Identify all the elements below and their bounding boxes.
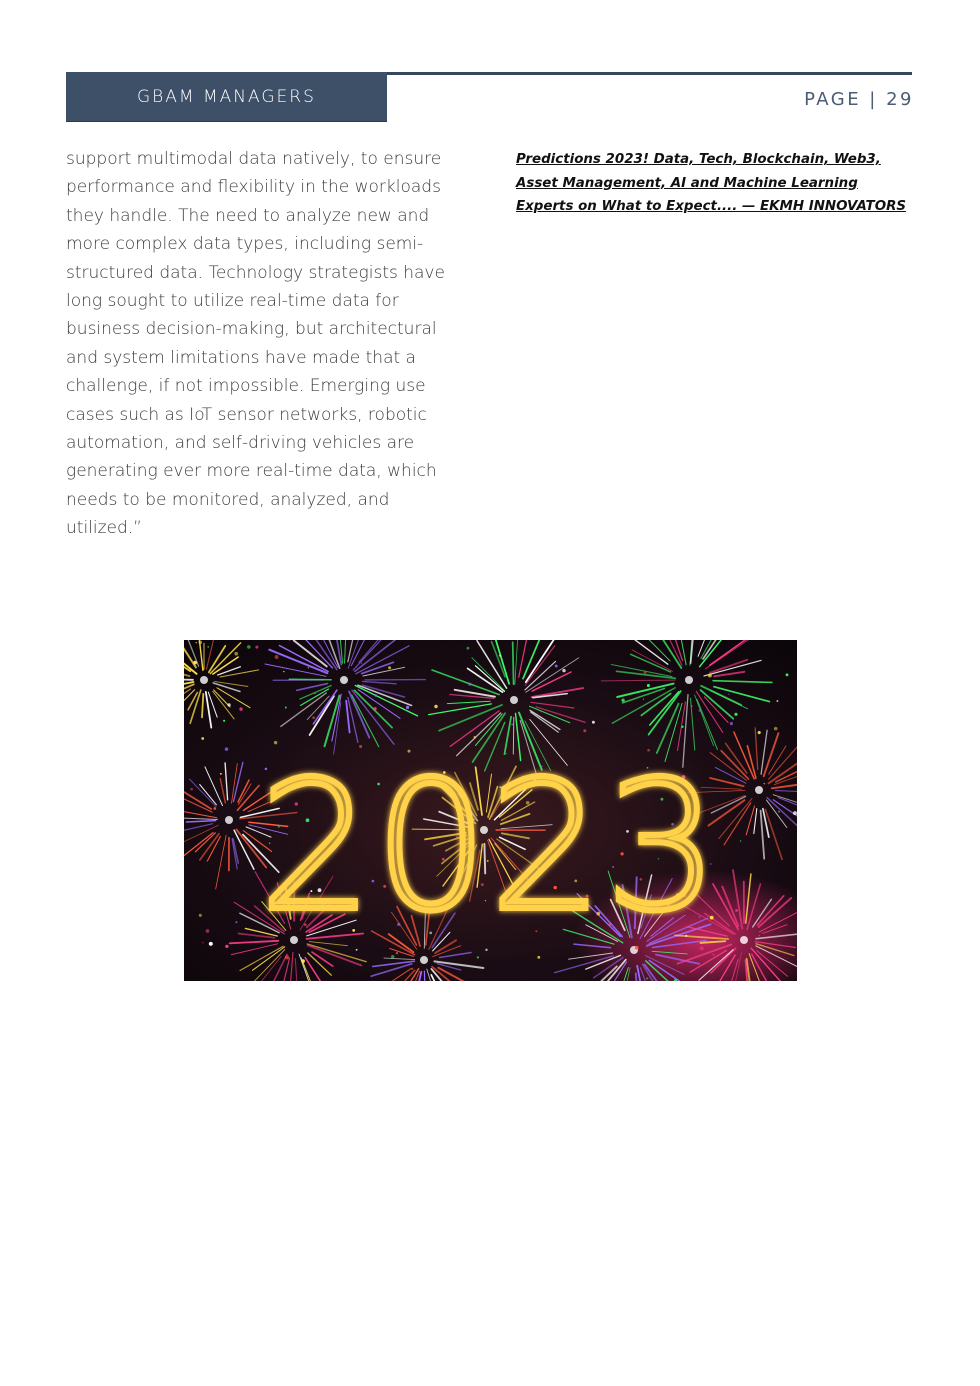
spark [734, 713, 737, 716]
spark [220, 773, 222, 775]
spark [555, 665, 558, 668]
spark [285, 706, 287, 708]
spark [396, 952, 398, 954]
spark [225, 945, 228, 948]
spark [388, 666, 391, 669]
spark [793, 811, 797, 815]
spark [434, 705, 437, 708]
spark [201, 737, 204, 740]
spark [708, 674, 712, 678]
spark [713, 954, 715, 956]
spark [213, 807, 216, 810]
spark [301, 959, 305, 963]
spark [247, 645, 251, 649]
spark [511, 724, 513, 726]
article-body-text: support multimodal data natively, to ensure performance and flexibility in the workloads they handle. The need to analyze new and more complex data types, including semi-structured data. Technology strategists have long sought to utilize real-time data for business decision-making, but architectural and system limitations have made that a challenge, if not impossible. Emerging use cases such as IoT sensor networks, robotic automation, and self-driving vehicles are generating ever more real-time data, which needs to be monitored, analyzed, and utilized.” [66, 149, 445, 539]
spark [223, 720, 225, 722]
spark [740, 840, 741, 841]
spark [190, 788, 193, 791]
spark [209, 942, 213, 946]
spark [227, 703, 230, 706]
spark [583, 729, 586, 732]
spark [283, 671, 284, 672]
spark [758, 731, 761, 734]
spark [735, 909, 738, 912]
spark [778, 811, 780, 813]
spark [499, 655, 501, 657]
spark [361, 662, 362, 663]
spark [406, 706, 409, 709]
spark [373, 707, 376, 710]
section-title: GBAM MANAGERS [137, 87, 316, 107]
spark [537, 956, 540, 959]
spark [391, 955, 395, 959]
spark [681, 726, 683, 728]
spark [206, 929, 210, 933]
spark [285, 955, 289, 959]
spark [207, 646, 208, 647]
spark [202, 942, 204, 944]
spark [728, 694, 729, 695]
section-title-tab [66, 72, 387, 122]
spark [374, 694, 377, 697]
spark [225, 747, 229, 751]
spark [763, 783, 765, 785]
spark [314, 693, 316, 695]
spark [477, 956, 479, 958]
fireworks-illustration [184, 640, 797, 981]
spark [621, 699, 624, 702]
spark [255, 646, 258, 649]
fireworks-2023-photo [184, 640, 797, 981]
spark [730, 722, 733, 725]
spark [786, 673, 789, 676]
spark [646, 977, 648, 979]
spark [239, 707, 242, 710]
spark [474, 736, 477, 739]
spark [643, 699, 644, 700]
spark [196, 642, 197, 643]
spark [199, 914, 202, 917]
spark [308, 667, 309, 668]
spark [312, 717, 314, 719]
spark [540, 711, 542, 713]
spark [275, 655, 279, 659]
spark [193, 661, 197, 665]
spark [647, 684, 650, 687]
spark [592, 721, 595, 724]
spark [776, 700, 778, 702]
spark [234, 652, 238, 656]
page-number: PAGE | 29 [804, 89, 914, 110]
spark [467, 647, 470, 650]
sparkler-year-text: 2023 [259, 743, 721, 950]
spark [774, 727, 778, 731]
article-reference-link[interactable]: Predictions 2023! Data, Tech, Blockchain, Web3, Asset Management, AI and Machine Learning Experts on What to Expect.... — EKMH INNOVATORS [516, 152, 907, 214]
spark [759, 935, 761, 937]
spark [698, 709, 700, 711]
spark [468, 683, 471, 686]
spark [644, 671, 647, 674]
spark [198, 640, 202, 644]
spark [562, 669, 565, 672]
spark [235, 921, 237, 923]
spark [411, 968, 413, 970]
spark [691, 705, 693, 707]
